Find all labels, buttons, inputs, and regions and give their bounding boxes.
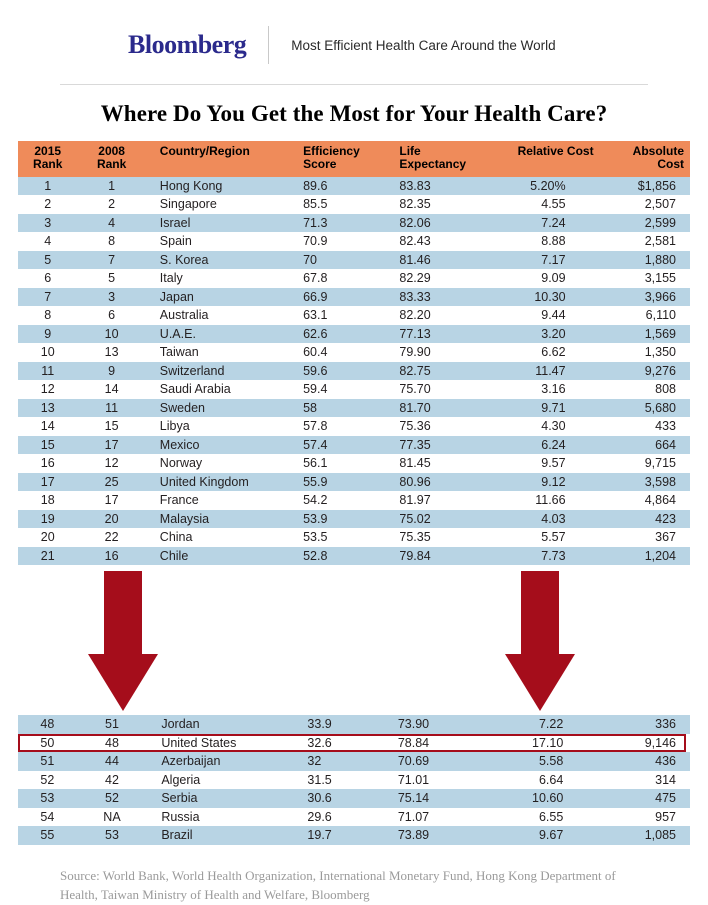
cell-2008-rank: 10 [77, 325, 145, 344]
cell-life-expectancy: 75.35 [385, 528, 490, 547]
table-row [18, 195, 690, 214]
cell-country: Saudi Arabia [146, 380, 289, 399]
cell-2008-rank: 17 [77, 436, 145, 455]
table-row [18, 454, 690, 473]
cell-absolute-cost: 6,110 [600, 306, 690, 325]
cell-2015-rank: 10 [18, 343, 77, 362]
cell-2008-rank: 42 [77, 771, 148, 790]
table-row [18, 789, 690, 808]
cell-efficiency-score: 32.6 [293, 734, 383, 753]
cell-absolute-cost: 436 [597, 752, 690, 771]
header-rule [60, 84, 648, 85]
cell-absolute-cost: 9,276 [600, 362, 690, 381]
cell-2015-rank: 9 [18, 325, 77, 344]
table-row [18, 715, 690, 734]
cell-2015-rank: 20 [18, 528, 77, 547]
cell-efficiency-score: 59.6 [289, 362, 385, 381]
cell-life-expectancy: 81.97 [385, 491, 490, 510]
cell-country: Italy [146, 269, 289, 288]
cell-efficiency-score: 66.9 [289, 288, 385, 307]
cell-life-expectancy: 71.07 [384, 808, 482, 827]
cell-country: Singapore [146, 195, 289, 214]
cell-2015-rank: 14 [18, 417, 77, 436]
cell-country: Japan [146, 288, 289, 307]
cell-efficiency-score: 33.9 [293, 715, 383, 734]
table-row [18, 417, 690, 436]
cell-absolute-cost: 2,599 [600, 214, 690, 233]
cell-country: Taiwan [146, 343, 289, 362]
cell-2008-rank: 15 [77, 417, 145, 436]
arrow-annotations [0, 565, 708, 715]
cell-relative-cost: 6.64 [482, 771, 597, 790]
arrow-shaft [521, 571, 559, 655]
cell-country: Switzerland [146, 362, 289, 381]
cell-efficiency-score: 57.4 [289, 436, 385, 455]
cell-2008-rank: 44 [77, 752, 148, 771]
cell-country: Russia [147, 808, 293, 827]
cell-efficiency-score: 31.5 [293, 771, 383, 790]
cell-absolute-cost: 9,146 [597, 734, 690, 753]
table-header [18, 141, 690, 177]
cell-2015-rank: 2 [18, 195, 77, 214]
cell-absolute-cost: 3,966 [600, 288, 690, 307]
cell-country: Libya [146, 417, 289, 436]
cell-2015-rank: 13 [18, 399, 77, 418]
table-row [18, 734, 690, 753]
cell-country: S. Korea [146, 251, 289, 270]
cell-2008-rank: 52 [77, 789, 148, 808]
column-header-efficiency-score: Efficiency Score [289, 141, 385, 177]
top-table-wrapper [18, 141, 690, 565]
cell-relative-cost: 11.66 [491, 491, 600, 510]
cell-country: Norway [146, 454, 289, 473]
cell-absolute-cost: 5,680 [600, 399, 690, 418]
cell-absolute-cost: 2,507 [600, 195, 690, 214]
cell-relative-cost: 10.60 [482, 789, 597, 808]
cell-2008-rank: 2 [77, 195, 145, 214]
cell-2008-rank: 3 [77, 288, 145, 307]
cell-2015-rank: 6 [18, 269, 77, 288]
cell-2015-rank: 7 [18, 288, 77, 307]
cell-relative-cost: 17.10 [482, 734, 597, 753]
cell-absolute-cost: 3,155 [600, 269, 690, 288]
cell-2015-rank: 53 [18, 789, 77, 808]
cell-absolute-cost: 808 [600, 380, 690, 399]
cell-life-expectancy: 79.90 [385, 343, 490, 362]
table-row [18, 752, 690, 771]
cell-2008-rank: 48 [77, 734, 148, 753]
table-header-row [18, 141, 690, 177]
cell-absolute-cost: 9,715 [600, 454, 690, 473]
column-header-country: Country/Region [146, 141, 289, 177]
cell-2008-rank: NA [77, 808, 148, 827]
cell-life-expectancy: 82.29 [385, 269, 490, 288]
cell-life-expectancy: 82.20 [385, 306, 490, 325]
cell-relative-cost: 9.12 [491, 473, 600, 492]
cell-absolute-cost: $1,856 [600, 177, 690, 196]
cell-absolute-cost: 1,569 [600, 325, 690, 344]
cell-life-expectancy: 79.84 [385, 547, 490, 566]
table-row [18, 380, 690, 399]
table-row [18, 547, 690, 566]
cell-efficiency-score: 54.2 [289, 491, 385, 510]
cell-relative-cost: 4.03 [491, 510, 600, 529]
cell-relative-cost: 3.16 [491, 380, 600, 399]
table-row [18, 288, 690, 307]
cell-efficiency-score: 53.9 [289, 510, 385, 529]
down-arrow-icon-relative-cost [505, 571, 575, 711]
cell-2015-rank: 18 [18, 491, 77, 510]
cell-2008-rank: 9 [77, 362, 145, 381]
cell-relative-cost: 8.88 [491, 232, 600, 251]
cell-2015-rank: 54 [18, 808, 77, 827]
table-row [18, 306, 690, 325]
cell-efficiency-score: 29.6 [293, 808, 383, 827]
cell-life-expectancy: 83.83 [385, 177, 490, 196]
cell-absolute-cost: 433 [600, 417, 690, 436]
cell-relative-cost: 10.30 [491, 288, 600, 307]
bloomberg-logo: Bloomberg [128, 30, 247, 59]
cell-efficiency-score: 89.6 [289, 177, 385, 196]
cell-2008-rank: 7 [77, 251, 145, 270]
cell-efficiency-score: 56.1 [289, 454, 385, 473]
cell-life-expectancy: 82.43 [385, 232, 490, 251]
cell-relative-cost: 6.55 [482, 808, 597, 827]
cell-life-expectancy: 81.45 [385, 454, 490, 473]
cell-2015-rank: 11 [18, 362, 77, 381]
cell-country: Spain [146, 232, 289, 251]
cell-life-expectancy: 77.35 [385, 436, 490, 455]
cell-relative-cost: 7.17 [491, 251, 600, 270]
cell-absolute-cost: 4,864 [600, 491, 690, 510]
table-row [18, 214, 690, 233]
cell-life-expectancy: 80.96 [385, 473, 490, 492]
bottom-table-wrapper [18, 715, 690, 845]
cell-life-expectancy: 81.70 [385, 399, 490, 418]
table-row [18, 771, 690, 790]
cell-efficiency-score: 59.4 [289, 380, 385, 399]
cell-2015-rank: 15 [18, 436, 77, 455]
cell-efficiency-score: 60.4 [289, 343, 385, 362]
cell-absolute-cost: 475 [597, 789, 690, 808]
table-row [18, 325, 690, 344]
cell-2008-rank: 25 [77, 473, 145, 492]
cell-efficiency-score: 70 [289, 251, 385, 270]
bottom-table-body [18, 715, 690, 845]
cell-country: U.A.E. [146, 325, 289, 344]
cell-2008-rank: 16 [77, 547, 145, 566]
cell-country: Hong Kong [146, 177, 289, 196]
cell-2015-rank: 48 [18, 715, 77, 734]
cell-2015-rank: 19 [18, 510, 77, 529]
table-row [18, 232, 690, 251]
cell-efficiency-score: 63.1 [289, 306, 385, 325]
cell-absolute-cost: 3,598 [600, 473, 690, 492]
cell-efficiency-score: 53.5 [289, 528, 385, 547]
table-row [18, 362, 690, 381]
cell-life-expectancy: 82.06 [385, 214, 490, 233]
table-row [18, 177, 690, 196]
cell-efficiency-score: 85.5 [289, 195, 385, 214]
arrow-shaft [104, 571, 142, 655]
cell-relative-cost: 9.09 [491, 269, 600, 288]
down-arrow-icon-country [88, 571, 158, 711]
cell-efficiency-score: 70.9 [289, 232, 385, 251]
header [0, 0, 708, 68]
cell-life-expectancy: 73.89 [384, 826, 482, 845]
cell-absolute-cost: 1,350 [600, 343, 690, 362]
cell-country: Jordan [147, 715, 293, 734]
cell-2015-rank: 21 [18, 547, 77, 566]
cell-relative-cost: 11.47 [491, 362, 600, 381]
cell-country: Israel [146, 214, 289, 233]
cell-country: Serbia [147, 789, 293, 808]
cell-2015-rank: 3 [18, 214, 77, 233]
cell-absolute-cost: 367 [600, 528, 690, 547]
cell-life-expectancy: 81.46 [385, 251, 490, 270]
cell-relative-cost: 6.24 [491, 436, 600, 455]
cell-country: Azerbaijan [147, 752, 293, 771]
cell-relative-cost: 7.24 [491, 214, 600, 233]
cell-efficiency-score: 71.3 [289, 214, 385, 233]
cell-country: United Kingdom [146, 473, 289, 492]
cell-2015-rank: 4 [18, 232, 77, 251]
cell-absolute-cost: 1,085 [597, 826, 690, 845]
cell-absolute-cost: 664 [600, 436, 690, 455]
cell-absolute-cost: 1,880 [600, 251, 690, 270]
top-ranking-table [18, 141, 690, 565]
table-row [18, 826, 690, 845]
cell-relative-cost: 9.71 [491, 399, 600, 418]
table-row [18, 473, 690, 492]
cell-relative-cost: 5.20% [491, 177, 600, 196]
cell-2015-rank: 51 [18, 752, 77, 771]
table-row [18, 436, 690, 455]
cell-2015-rank: 1 [18, 177, 77, 196]
cell-life-expectancy: 73.90 [384, 715, 482, 734]
source-note: Source: World Bank, World Health Organization, International Monetary Fund, Hong Kong Department of Health, Taiwan Ministry of Health and Welfare, Bloomberg [60, 867, 616, 902]
cell-2015-rank: 5 [18, 251, 77, 270]
column-header-2008-rank: 2008 Rank [77, 141, 145, 177]
page-title: Where Do You Get the Most for Your Health Care? [100, 101, 608, 126]
cell-2015-rank: 55 [18, 826, 77, 845]
table-row [18, 808, 690, 827]
cell-country: Brazil [147, 826, 293, 845]
cell-2008-rank: 53 [77, 826, 148, 845]
cell-2008-rank: 20 [77, 510, 145, 529]
table-row [18, 491, 690, 510]
table-row [18, 269, 690, 288]
cell-relative-cost: 5.57 [491, 528, 600, 547]
cell-country: France [146, 491, 289, 510]
cell-country: Sweden [146, 399, 289, 418]
cell-relative-cost: 4.30 [491, 417, 600, 436]
cell-life-expectancy: 78.84 [384, 734, 482, 753]
cell-2008-rank: 51 [77, 715, 148, 734]
cell-relative-cost: 7.22 [482, 715, 597, 734]
cell-efficiency-score: 52.8 [289, 547, 385, 566]
table-row [18, 528, 690, 547]
cell-2008-rank: 17 [77, 491, 145, 510]
cell-life-expectancy: 75.70 [385, 380, 490, 399]
cell-absolute-cost: 336 [597, 715, 690, 734]
cell-2008-rank: 8 [77, 232, 145, 251]
cell-life-expectancy: 75.36 [385, 417, 490, 436]
table-row [18, 510, 690, 529]
table-row [18, 399, 690, 418]
cell-absolute-cost: 957 [597, 808, 690, 827]
cell-2015-rank: 50 [18, 734, 77, 753]
cell-absolute-cost: 423 [600, 510, 690, 529]
table-row [18, 251, 690, 270]
cell-efficiency-score: 67.8 [289, 269, 385, 288]
column-header-life-expectancy: Life Expectancy [385, 141, 490, 177]
cell-absolute-cost: 314 [597, 771, 690, 790]
cell-2008-rank: 12 [77, 454, 145, 473]
header-subtitle: Most Efficient Health Care Around the World [291, 37, 556, 53]
cell-country: Algeria [147, 771, 293, 790]
cell-2015-rank: 17 [18, 473, 77, 492]
cell-relative-cost: 3.20 [491, 325, 600, 344]
cell-2008-rank: 13 [77, 343, 145, 362]
column-header-relative-cost: Relative Cost [491, 141, 600, 177]
cell-relative-cost: 9.44 [491, 306, 600, 325]
arrow-head [88, 654, 158, 711]
cell-efficiency-score: 55.9 [289, 473, 385, 492]
cell-efficiency-score: 58 [289, 399, 385, 418]
cell-country: China [146, 528, 289, 547]
cell-efficiency-score: 19.7 [293, 826, 383, 845]
cell-2015-rank: 12 [18, 380, 77, 399]
cell-life-expectancy: 70.69 [384, 752, 482, 771]
cell-life-expectancy: 75.14 [384, 789, 482, 808]
cell-country: Mexico [146, 436, 289, 455]
cell-life-expectancy: 83.33 [385, 288, 490, 307]
cell-relative-cost: 9.67 [482, 826, 597, 845]
bottom-ranking-table [18, 715, 690, 845]
cell-life-expectancy: 75.02 [385, 510, 490, 529]
column-header-absolute-cost: Absolute Cost [600, 141, 690, 177]
cell-2008-rank: 4 [77, 214, 145, 233]
cell-country: Malaysia [146, 510, 289, 529]
cell-country: United States [147, 734, 293, 753]
cell-relative-cost: 9.57 [491, 454, 600, 473]
cell-2015-rank: 16 [18, 454, 77, 473]
cell-2008-rank: 11 [77, 399, 145, 418]
cell-absolute-cost: 2,581 [600, 232, 690, 251]
cell-country: Chile [146, 547, 289, 566]
cell-efficiency-score: 30.6 [293, 789, 383, 808]
cell-2008-rank: 5 [77, 269, 145, 288]
cell-2008-rank: 1 [77, 177, 145, 196]
cell-efficiency-score: 32 [293, 752, 383, 771]
arrow-head [505, 654, 575, 711]
cell-2008-rank: 14 [77, 380, 145, 399]
column-header-2015-rank: 2015 Rank [18, 141, 77, 177]
cell-absolute-cost: 1,204 [600, 547, 690, 566]
cell-country: Australia [146, 306, 289, 325]
cell-relative-cost: 7.73 [491, 547, 600, 566]
cell-2015-rank: 52 [18, 771, 77, 790]
cell-life-expectancy: 82.35 [385, 195, 490, 214]
cell-relative-cost: 4.55 [491, 195, 600, 214]
cell-life-expectancy: 82.75 [385, 362, 490, 381]
cell-2008-rank: 6 [77, 306, 145, 325]
cell-life-expectancy: 77.13 [385, 325, 490, 344]
cell-life-expectancy: 71.01 [384, 771, 482, 790]
cell-efficiency-score: 62.6 [289, 325, 385, 344]
top-table-body [18, 177, 690, 566]
cell-2008-rank: 22 [77, 528, 145, 547]
cell-relative-cost: 6.62 [491, 343, 600, 362]
cell-2015-rank: 8 [18, 306, 77, 325]
cell-relative-cost: 5.58 [482, 752, 597, 771]
cell-efficiency-score: 57.8 [289, 417, 385, 436]
table-row [18, 343, 690, 362]
